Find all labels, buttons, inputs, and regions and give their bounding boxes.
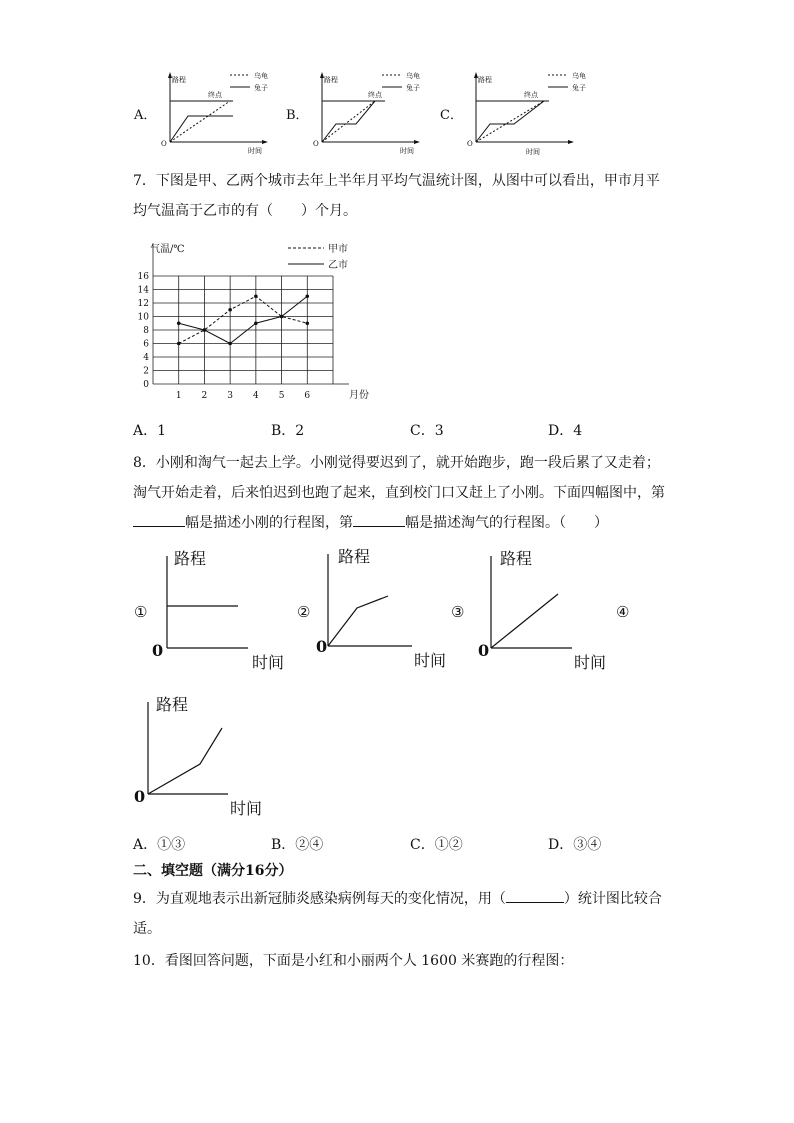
y-tick-label: 16 xyxy=(137,272,149,282)
tortoise-path xyxy=(476,101,544,142)
x-tick-label: 2 xyxy=(201,391,208,401)
x-axis-arrow xyxy=(414,140,420,144)
y-tick-label: 4 xyxy=(143,353,149,363)
finish-label: 终点 xyxy=(208,91,222,99)
data-point xyxy=(305,321,309,325)
q8-graph-4 xyxy=(130,690,280,822)
q8-text-line-2: 淘气开始走着，后来怕迟到也跑了起来，直到校门口又赶上了小刚。下面四幅图中，第 xyxy=(133,485,665,501)
y-tick-label: 0 xyxy=(143,380,149,390)
q8-blank-2[interactable] xyxy=(353,512,405,527)
distance-line xyxy=(148,728,222,794)
q7-option-c[interactable]: C．3 xyxy=(410,423,444,439)
origin-label: O xyxy=(161,140,167,148)
q8-text-line-3-part-2: 幅是描述淘气的行程图。（ ） xyxy=(405,515,608,531)
tortoise-path xyxy=(322,101,375,142)
q6-option-letter: C． xyxy=(440,108,463,123)
q7-text-line-1: 7．下图是甲、乙两个城市去年上半年月平均气温统计图，从图中可以看出，甲市月平 xyxy=(133,173,660,189)
y-axis-label: 路程 xyxy=(174,549,207,568)
q8-text-line-1: 8．小刚和淘气一起去上学。小刚觉得要迟到了，就开始跑步，跑一段后累了又走着； xyxy=(133,455,660,471)
q8-option-a[interactable]: A．①③ xyxy=(133,837,186,853)
q7-text-line-2: 均气温高于乙市的有（ ）个月。 xyxy=(133,203,357,219)
q8-option-b[interactable]: B．②④ xyxy=(271,837,324,853)
q8-option-c[interactable]: C．①② xyxy=(410,837,463,853)
q6-option-letter: A． xyxy=(134,108,157,123)
x-tick-label: 1 xyxy=(175,391,182,401)
rabbit-path xyxy=(170,116,233,142)
chart-series xyxy=(177,294,309,345)
origin-label: 0 xyxy=(134,787,146,806)
tortoise-path xyxy=(170,101,230,142)
origin-label: 0 xyxy=(316,637,328,656)
q6-graph-svg xyxy=(464,66,594,158)
q8-text-line-3-part-1: 幅是描述小刚的行程图，第 xyxy=(185,515,353,531)
q9-text-part-2: ）统计图比较合 xyxy=(563,891,662,907)
q6-graph-b xyxy=(282,66,432,158)
q8-graph-marker-3: ③ xyxy=(451,603,465,621)
q8-blank-1[interactable] xyxy=(133,512,185,527)
q8-graph-marker-2: ② xyxy=(297,603,311,621)
y-tick-label: 8 xyxy=(143,326,149,336)
origin-label: 0 xyxy=(478,641,490,660)
q6-graph-a xyxy=(128,66,278,158)
data-point xyxy=(280,315,284,319)
q8-graph-2 xyxy=(312,540,452,672)
data-point xyxy=(177,342,181,346)
data-point xyxy=(254,294,258,298)
x-tick-label: 5 xyxy=(278,391,285,401)
legend-tortoise-label: 乌龟 xyxy=(572,72,586,80)
q8-graph-1 xyxy=(148,542,288,674)
legend-rabbit-label: 兔子 xyxy=(254,84,268,92)
legend-tortoise-label: 乌龟 xyxy=(406,72,420,80)
legend-rabbit-label: 兔子 xyxy=(406,84,420,92)
q10-text-line-1: 10．看图回答问题，下面是小红和小丽两个人 1600 米赛跑的行程图： xyxy=(133,953,574,969)
x-axis-label: 时间 xyxy=(252,653,285,672)
chart-x-ticks xyxy=(176,391,311,401)
y-tick-label: 6 xyxy=(143,339,149,350)
q8-graph-3 xyxy=(474,542,614,674)
y-tick-label: 10 xyxy=(137,312,149,323)
y-axis-label: 路程 xyxy=(338,547,371,566)
legend-rabbit-label: 兔子 xyxy=(572,84,586,92)
legend-label-1: 甲市 xyxy=(328,244,348,255)
temperature-line-chart xyxy=(128,238,388,404)
origin-label: O xyxy=(467,140,473,148)
x-axis-label: 时间 xyxy=(574,653,607,672)
x-axis-label: 时间 xyxy=(414,651,447,670)
y-tick-label: 2 xyxy=(143,366,149,377)
x-axis-arrow xyxy=(262,140,268,144)
data-point xyxy=(228,308,232,312)
chart-y-axis-label: 气温/℃ xyxy=(150,244,185,255)
origin-label: O xyxy=(313,140,319,148)
q8-option-d[interactable]: D．③④ xyxy=(548,837,602,853)
q6-option-letter: B． xyxy=(286,108,309,123)
q6-graph-c xyxy=(436,66,596,158)
q8-graph-marker-4: ④ xyxy=(616,603,630,621)
q9-text-line-2: 适。 xyxy=(133,921,161,937)
y-tick-label: 14 xyxy=(137,285,149,296)
x-axis-label: 时间 xyxy=(248,147,262,155)
y-axis-label: 路程 xyxy=(324,76,338,84)
data-point xyxy=(228,342,232,346)
q7-option-d[interactable]: D．4 xyxy=(548,423,583,439)
data-point xyxy=(177,321,181,325)
q8-graph-marker-1: ① xyxy=(134,603,148,621)
x-axis-arrow xyxy=(568,140,574,144)
q7-option-b[interactable]: B．2 xyxy=(271,423,305,439)
chart-grid xyxy=(153,244,349,384)
q9-text-part-1: 9．为直观地表示出新冠肺炎感染病例每天的变化情况，用（ xyxy=(133,891,506,907)
origin-label: 0 xyxy=(152,641,164,660)
q7-option-a[interactable]: A．1 xyxy=(133,423,167,439)
data-point xyxy=(203,328,207,332)
q6-graph-svg xyxy=(158,66,278,158)
chart-y-ticks xyxy=(138,272,150,390)
y-axis-label: 路程 xyxy=(500,549,533,568)
section-heading-fill-in: 二、填空题（满分16分） xyxy=(133,863,293,879)
chart-x-axis-label: 月份 xyxy=(349,390,369,401)
y-axis-label: 路程 xyxy=(478,76,492,84)
x-tick-label: 3 xyxy=(227,391,234,401)
q9-text-line-1 xyxy=(133,888,662,910)
q8-text-line-3 xyxy=(133,512,608,534)
x-axis-label: 时间 xyxy=(526,148,540,156)
rabbit-path xyxy=(476,101,544,142)
data-point xyxy=(305,294,309,298)
x-axis-label: 时间 xyxy=(230,799,263,818)
y-tick-label: 12 xyxy=(137,299,149,309)
distance-line xyxy=(328,596,388,646)
y-axis-label: 路程 xyxy=(156,695,189,714)
x-tick-label: 4 xyxy=(252,391,259,401)
distance-line xyxy=(491,594,558,648)
x-axis-label: 时间 xyxy=(400,147,414,155)
q9-blank[interactable] xyxy=(506,888,564,903)
finish-label: 终点 xyxy=(524,91,538,99)
chart-legend xyxy=(288,242,348,271)
legend-label-2: 乙市 xyxy=(328,260,348,271)
x-tick-label: 6 xyxy=(304,391,311,401)
data-point xyxy=(254,321,258,325)
y-axis-label: 路程 xyxy=(172,76,186,84)
q6-graph-svg xyxy=(310,66,430,158)
legend-tortoise-label: 乌龟 xyxy=(254,72,268,80)
finish-label: 终点 xyxy=(368,91,382,99)
